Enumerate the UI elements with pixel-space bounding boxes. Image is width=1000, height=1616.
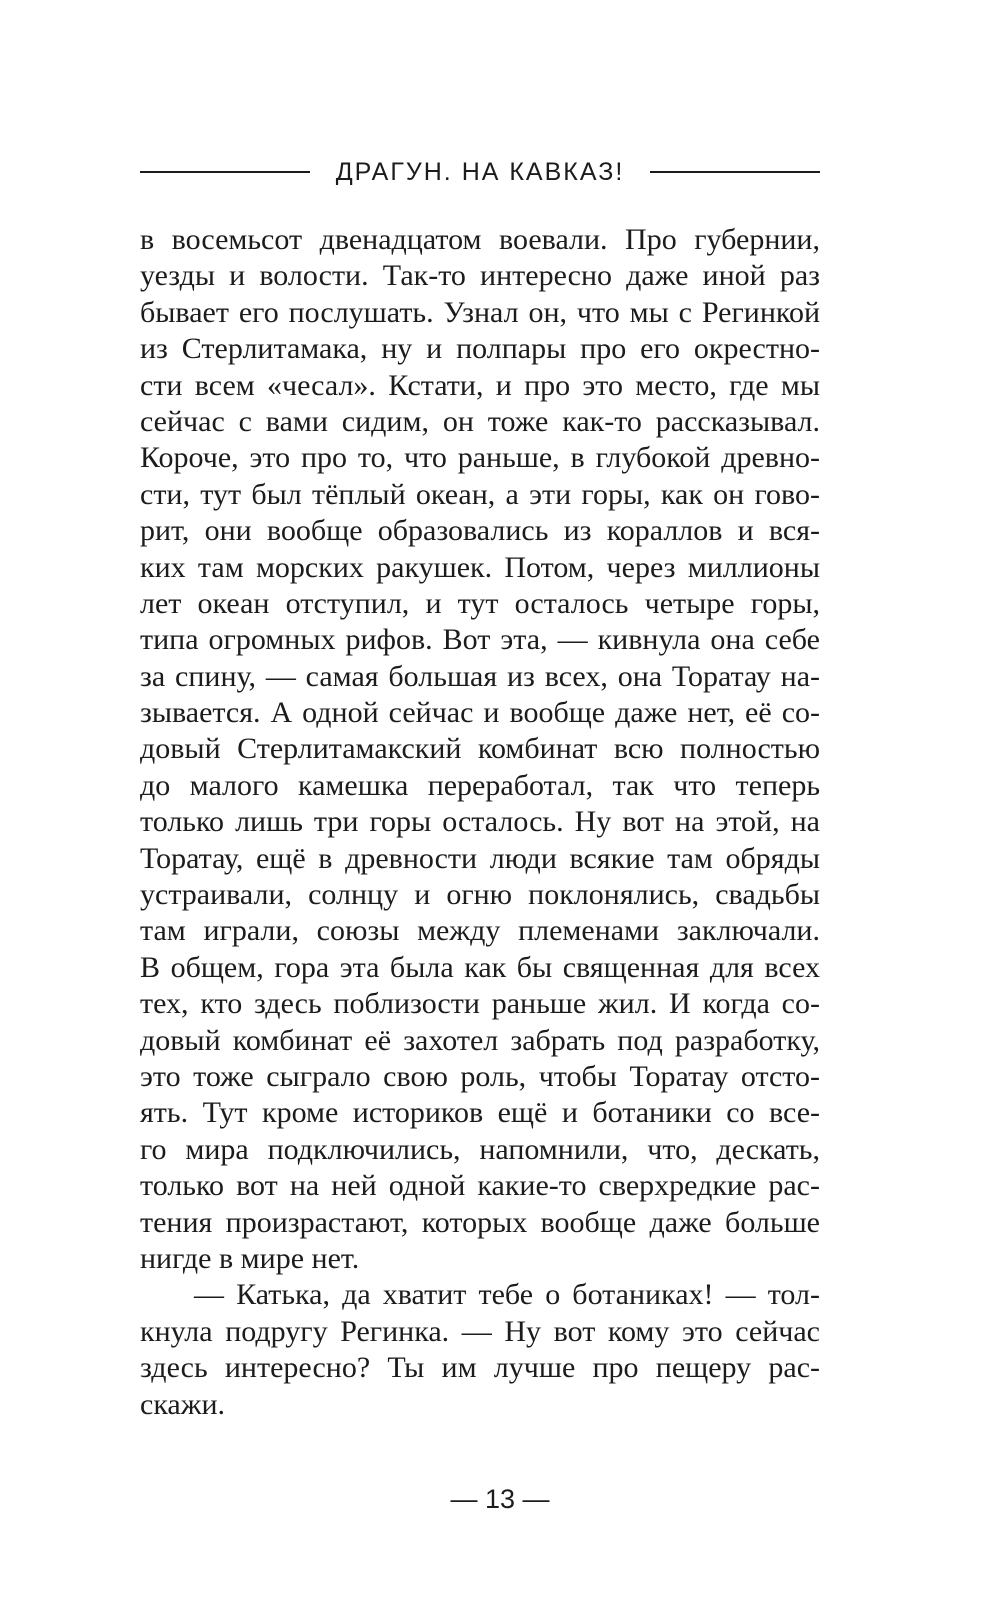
text-line: тех, кто здесь поблизости раньше жил. И когда со- (140, 987, 820, 1021)
text-line: типа огромных рифов. Вот эта, — кивнула она себе (140, 623, 820, 657)
text-line: из Стерлитамака, ну и полпары про его окрестно- (140, 332, 820, 366)
text-line: устраивали, солнцу и огню поклонялись, свадьбы (140, 878, 820, 912)
text-line: зывается. А одной сейчас и вообще даже нет, её со- (140, 696, 820, 730)
header-rule-right (650, 171, 820, 173)
text-line: Торатау, ещё в древности люди всякие там обряды (140, 841, 820, 875)
text-line: сейчас с вами сидим, он тоже как-то рассказывал. (140, 404, 820, 438)
text-line: в восемьсот двенадцатом воевали. Про губернии, (140, 223, 820, 256)
text-line: лет океан отступил, и тут осталось четыре горы, (140, 586, 820, 620)
text-line: нигде в мире нет. (140, 1241, 360, 1275)
text-line: скажи. (140, 1387, 226, 1421)
text-line: уезды и волости. Так-то интересно даже иной раз (140, 259, 820, 293)
text-line: рит, они вообще образовались из кораллов и вся- (140, 514, 820, 548)
text-line: довый Стерлитамакский комбинат всю полностью (140, 732, 820, 766)
text-line: го мира подключились, напомнили, что, дескать, (140, 1132, 820, 1166)
running-header-title: ДРАГУН. НА КАВКАЗ! (335, 157, 625, 186)
text-line: — Катька, да хватит тебе о ботаниках! — тол- (194, 1278, 820, 1312)
text-line: сти всем «чесал». Кстати, и про это место, где мы (140, 368, 820, 402)
text-line: за спину, — самая большая из всех, она Торатау на- (140, 659, 820, 693)
text-line: там играли, союзы между племенами заключали. (140, 914, 820, 948)
text-line: тения произрастают, которых вообще даже больше (140, 1205, 820, 1239)
text-line: только лишь три горы осталось. Ну вот на этой, на (140, 805, 820, 839)
text-line: сти, тут был тёплый океан, а эти горы, как он гово- (140, 477, 820, 511)
text-line: здесь интересно? Ты им лучше про пещеру рас- (140, 1351, 820, 1385)
text-line: Короче, это про то, что раньше, в глубокой древно- (140, 441, 820, 475)
running-header (140, 152, 820, 192)
text-line: В общем, гора эта была как бы священная для всех (140, 950, 820, 984)
text-line: это тоже сыграло свою роль, чтобы Торатау отсто- (140, 1059, 820, 1093)
text-line: ких там морских ракушек. Потом, через миллионы (140, 550, 820, 584)
text-line: кнула подругу Регинка. — Ну вот кому это сейчас (140, 1314, 820, 1348)
paragraph-2 (140, 1277, 820, 1423)
text-line: бывает его послушать. Узнал он, что мы с Регинкой (140, 295, 820, 329)
header-rule-left (140, 171, 310, 173)
body-text (140, 222, 820, 1423)
text-line: до малого камешка переработал, так что теперь (140, 768, 820, 802)
text-line: только вот на ней одной какие-то сверхредкие рас- (140, 1169, 820, 1203)
text-line: довый комбинат её захотел забрать под разработку, (140, 1023, 820, 1057)
page-number: — 13 — (450, 1484, 550, 1514)
paragraph-1 (140, 222, 820, 1277)
text-line: ять. Тут кроме историков ещё и ботаники со все- (140, 1096, 820, 1130)
